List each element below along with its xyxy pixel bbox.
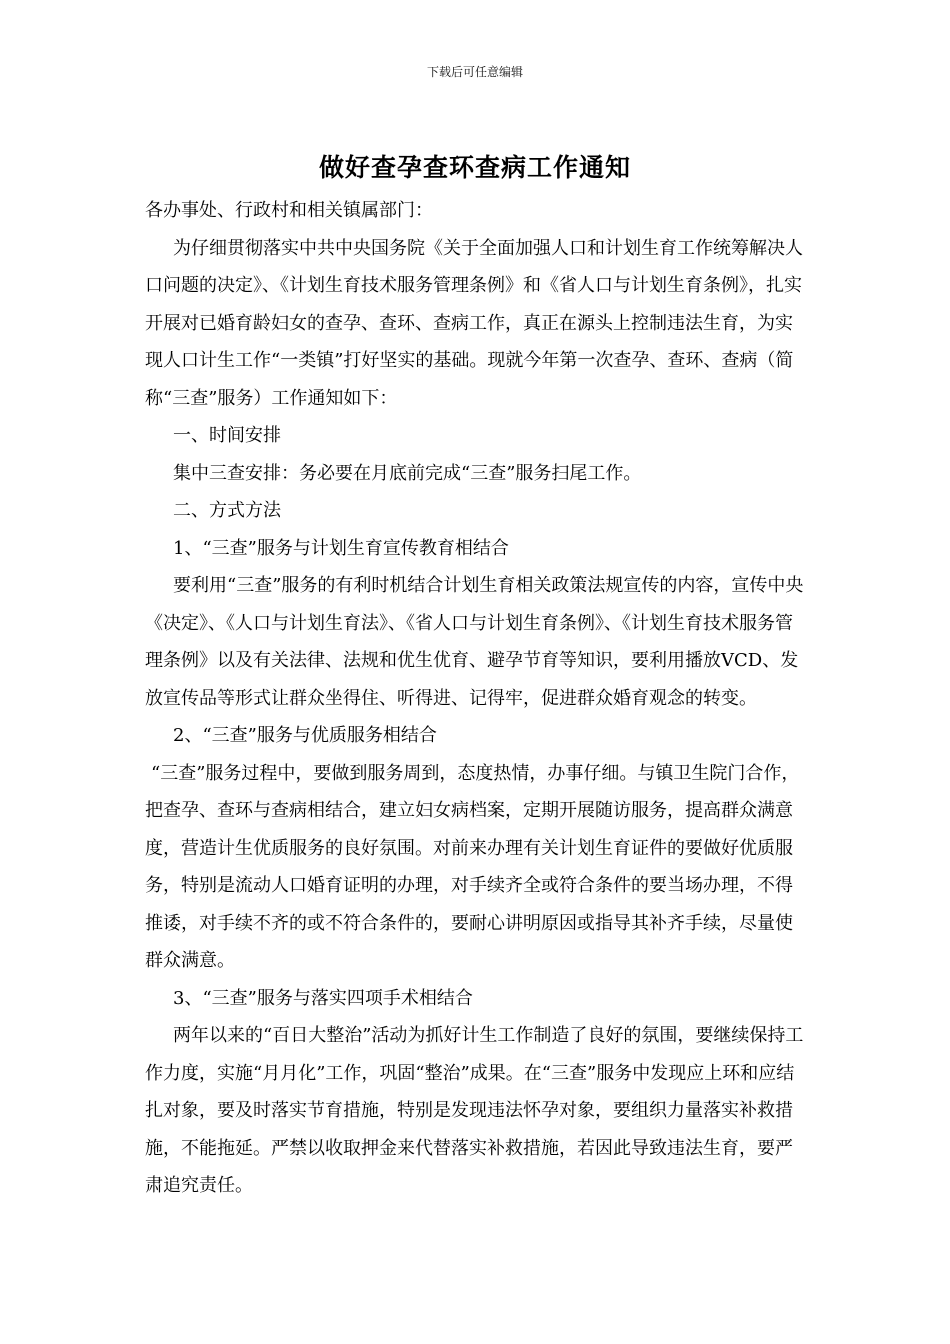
paragraph-intro: 为仔细贯彻落实中共中央国务院《关于全面加强人口和计划生育工作统筹解决人口问题的决定》、《计划生育技术服务管理条例》和《省人口与计划生育条例》，扎实开展对已婚育龄妇女的查孕、查环、查病工作，真正在源头上控制违法生育，为实现人口计生工作“一类镇”打好坚实的基础。现就今年第一次查孕、查环、查病（简称“三查”服务）工作通知如下： <box>145 237 803 409</box>
paragraph-time: 集中三查安排：务必要在月底前完成“三查”服务扫尾工作。 <box>173 462 642 484</box>
subheading-1: 1、“三查”服务与计划生育宣传教育相结合 <box>173 537 509 559</box>
paragraph-2: “三查”服务过程中，要做到服务周到，态度热情，办事仔细。与镇卫生院门合作，把查孕、查环与查病相结合，建立妇女病档案，定期开展随访服务，提高群众满意度，营造计生优质服务的良好氛围。对前来办理有关计划生育证件的要做好优质服务，特别是流动人口婚育证明的办理，对手续齐全或符合条件的要当场办理，不得推诿，对手续不齐的或不符合条件的，要耐心讲明原因或指导其补齐手续，尽量使群众满意。 <box>145 762 800 971</box>
document-body <box>145 192 805 1205</box>
section-heading-methods: 二、方式方法 <box>173 500 281 521</box>
subheading-3: 3、“三查”服务与落实四项手术相结合 <box>173 987 473 1009</box>
document-title: 做好查孕查环查病工作通知 <box>318 153 631 182</box>
paragraph-3: 两年以来的“百日大整治”活动为抓好计生工作制造了良好的氛围，要继续保持工作力度，实施“月月化”工作，巩固“整治”成果。在“三查”服务中发现应上环和应结扎对象，要及时落实节育措施，特别是发现违法怀孕对象，要组织力量落实补救措施，不能拖延。严禁以收取押金来代替落实补救措施，若因此导致违法生育，要严肃追究责任。 <box>145 1025 804 1196</box>
header-note: 下载后可任意编辑 <box>426 65 523 79</box>
subheading-2: 2、“三查”服务与优质服务相结合 <box>173 725 437 746</box>
paragraph-1: 要利用“三查”服务的有利时机结合计划生育相关政策法规宣传的内容，宣传中央《决定》、《人口与计划生育法》、《省人口与计划生育条例》、《计划生育技术服务管理条例》以及有关法律、法规和优生优育、避孕节育等知识，要利用播放VCD、发放宣传品等形式让群众坐得住、听得进、记得牢，促进群众婚育观念的转变。 <box>145 575 804 709</box>
section-heading-time: 一、时间安排 <box>173 425 281 446</box>
salutation: 各办事处、行政村和相关镇属部门： <box>145 200 433 221</box>
